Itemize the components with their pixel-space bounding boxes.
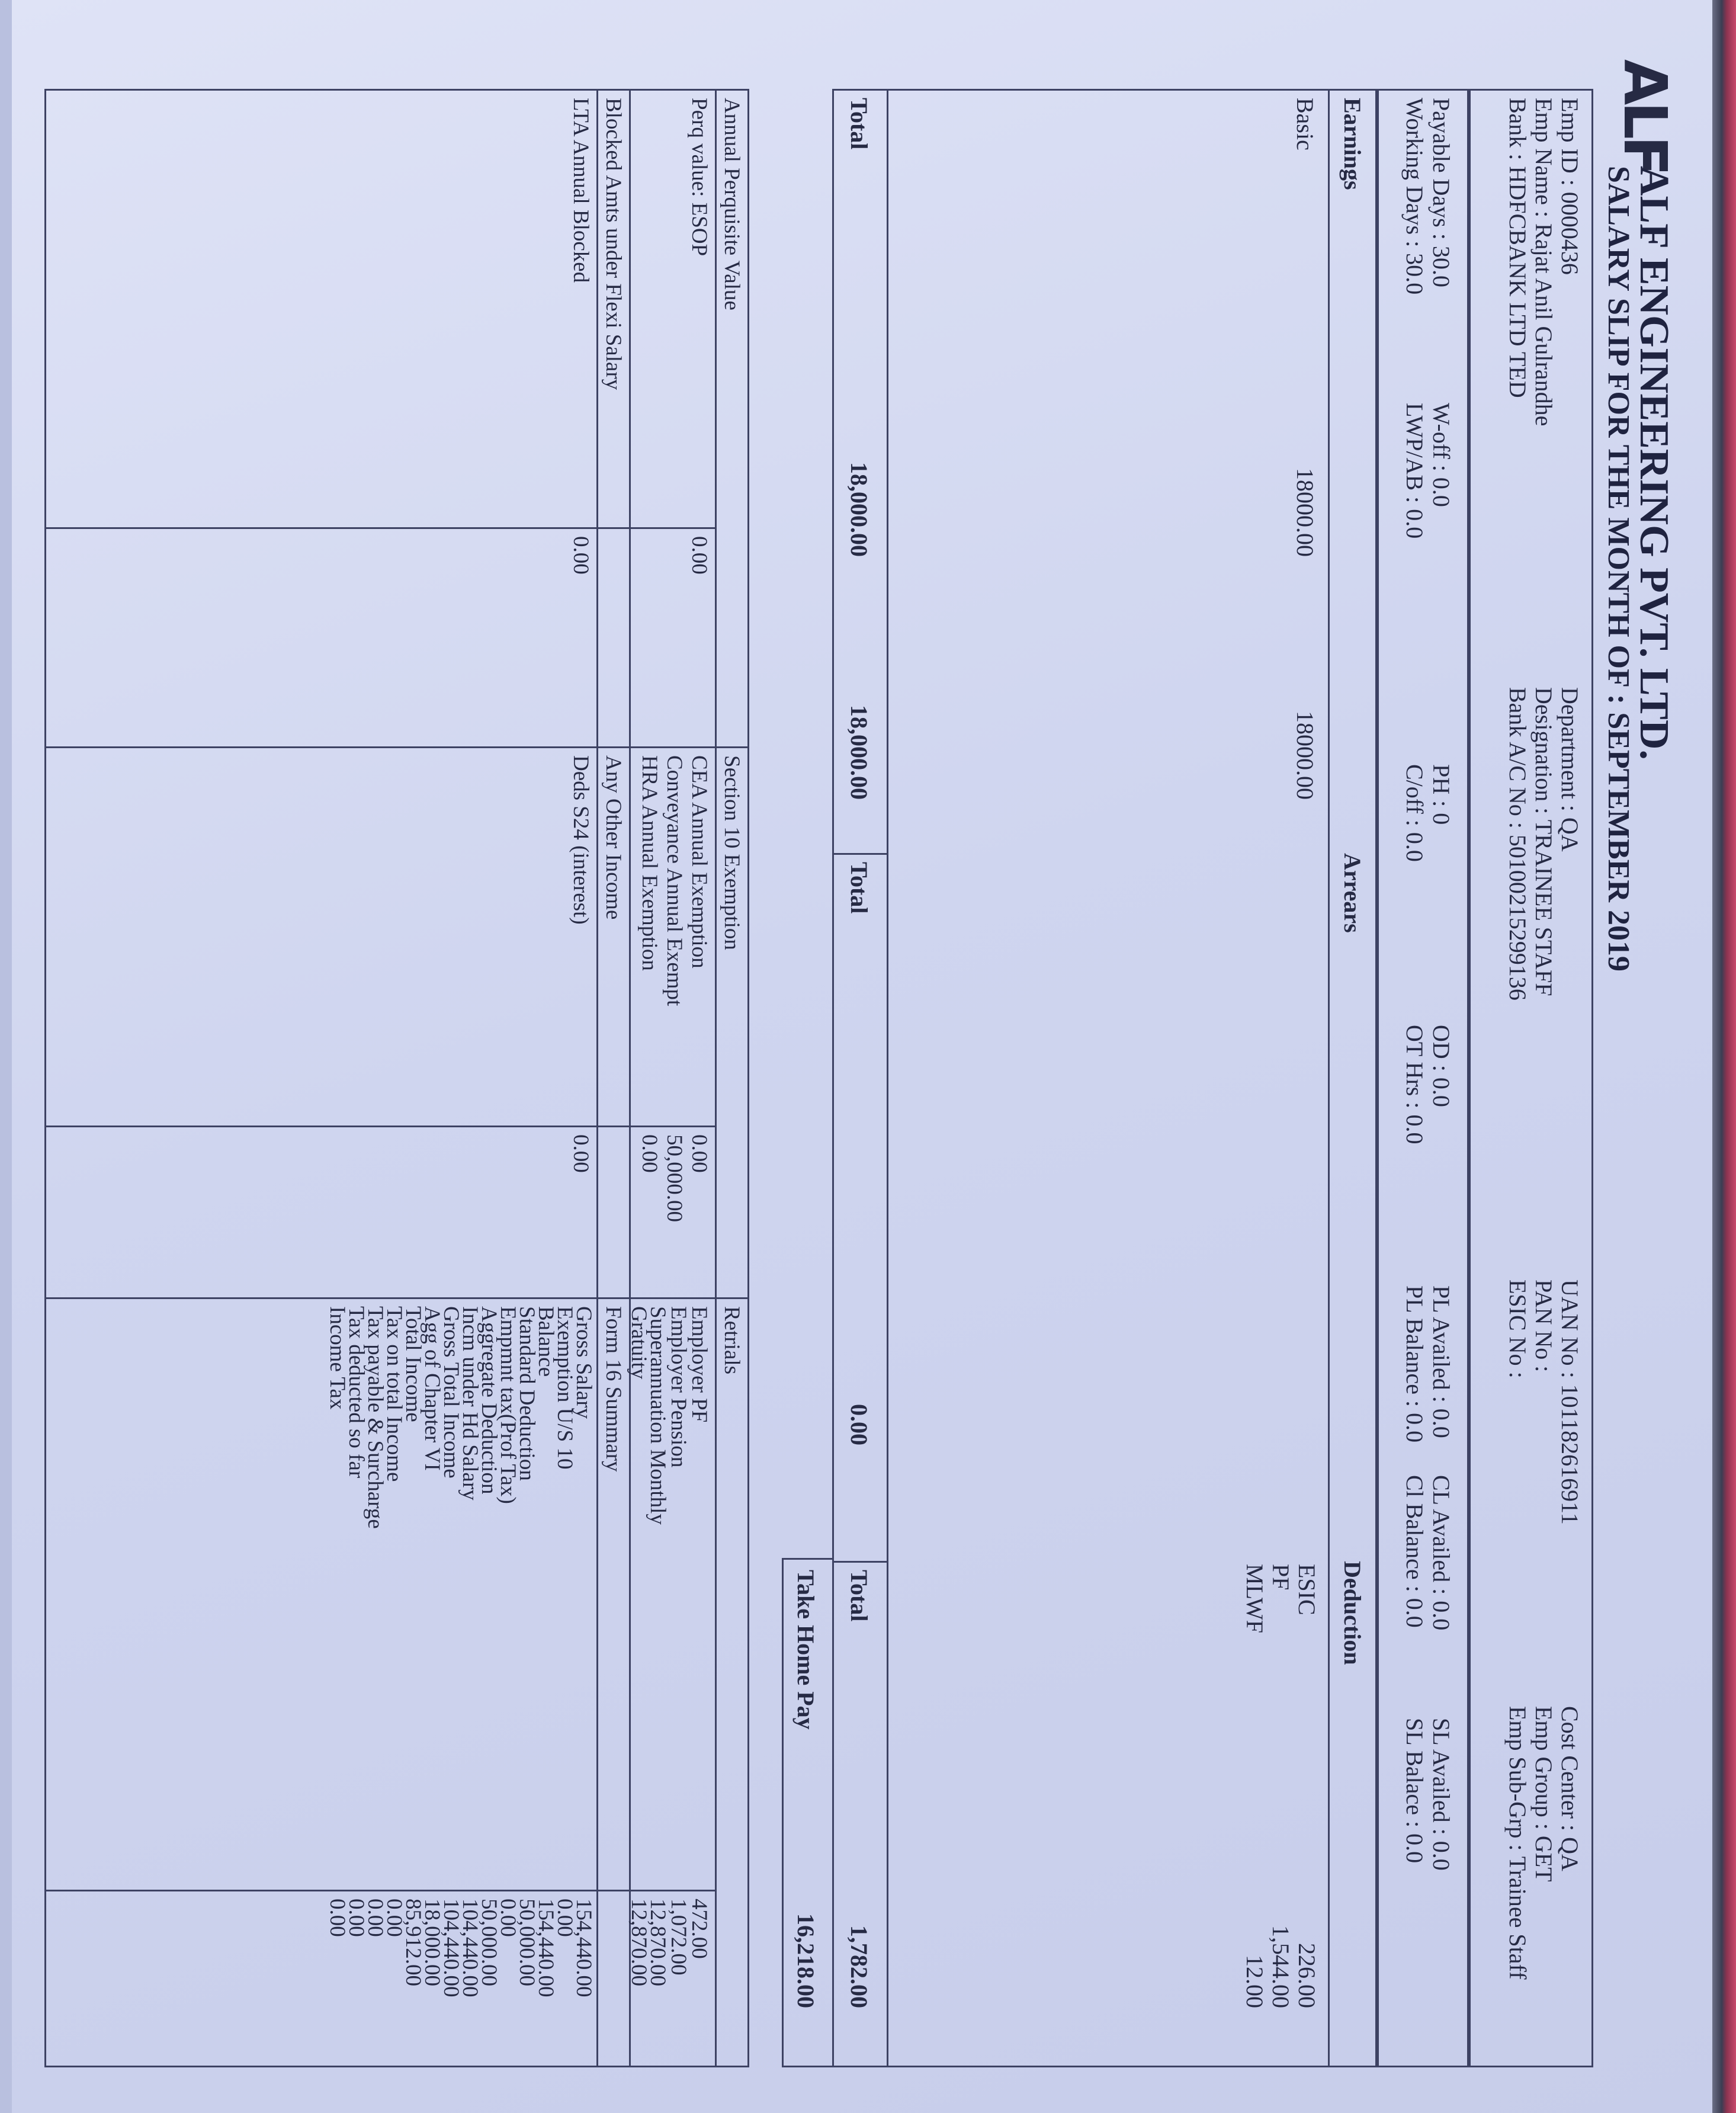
tax-mid-rule	[629, 89, 631, 2067]
f16-aggregate-deduction-label: Aggregate Deduction	[477, 1306, 501, 1495]
employer-pension-label: Employer Pension	[666, 1306, 691, 1468]
bank-account: Bank A/C No : 50100215299136	[1504, 687, 1531, 1001]
department: Department : QA	[1557, 687, 1583, 852]
f16-gross-salary-label: Gross Salary	[572, 1306, 596, 1419]
earnings-header: Earnings	[1339, 98, 1366, 190]
earnings-col-divider-1	[832, 853, 888, 855]
f16-aggregate-deduction-value: 50,000.00	[477, 1899, 501, 1986]
f16-tax-payable-value: 0.00	[363, 1899, 387, 1937]
f16-exemption-value: 0.00	[553, 1899, 577, 1937]
uan-number: UAN No : 101182616911	[1557, 1280, 1583, 1525]
conveyance-exemption-value: 50,000.00	[662, 1134, 686, 1222]
company-logo: ALF	[1610, 59, 1680, 173]
f16-balance-label: Balance	[534, 1306, 558, 1377]
salary-slip	[36, 53, 1682, 2079]
f16-tax-total-income-label: Tax on total Income	[382, 1306, 406, 1482]
f16-income-salary-value: 104,440.00	[458, 1899, 482, 1997]
f16-gross-total-income-label: Gross Total Income	[439, 1306, 463, 1479]
pl-availed: PL Availed : 0.0	[1428, 1285, 1455, 1438]
conveyance-exemption-label: Conveyance Annual Exempt	[662, 755, 686, 1006]
earnings-header-rule	[1328, 89, 1330, 2067]
deduction-pf-value: 1,544.00	[1267, 1925, 1294, 2008]
lta-label: LTA Annual Blocked	[569, 98, 593, 283]
f16-total-income-value: 85,912.00	[401, 1899, 425, 1986]
deds-s24-label: Deds S24 (interest)	[569, 755, 593, 925]
f16-tax-deducted-value: 0.00	[344, 1899, 368, 1937]
pan-number: PAN No :	[1530, 1280, 1557, 1373]
tax-col-divider-5	[44, 1890, 717, 1891]
deds-s24-value: 0.00	[569, 1134, 593, 1173]
f16-balance-value: 154,440.00	[534, 1899, 558, 1997]
emp-group: Emp Group : GET	[1530, 1706, 1557, 1882]
earnings-total-rule	[887, 89, 888, 2067]
hra-exemption-value: 0.00	[637, 1134, 662, 1173]
tax-lower-rule	[596, 89, 598, 2067]
tax-section	[44, 89, 749, 2067]
f16-income-tax-value: 0.00	[325, 1899, 349, 1937]
superannuation-label: Superannuation Monthly	[646, 1306, 670, 1525]
earnings-table	[832, 89, 1377, 2067]
take-home-value: 16,218.00	[792, 1913, 819, 2008]
other-income-label: Any Other Income	[601, 755, 625, 920]
perq-esop-value: 0.00	[687, 536, 711, 575]
f16-income-salary-label: Incm under Hd Salary	[458, 1306, 482, 1500]
earnings-amount-total: 18,000.00	[846, 705, 872, 800]
take-home-label: Take Home Pay	[792, 1570, 819, 1730]
pl-balance: PL Balance : 0.0	[1401, 1285, 1428, 1443]
basic-amount: 18000.00	[1292, 711, 1318, 800]
cl-balance: Cl Balance : 0.0	[1401, 1475, 1428, 1628]
f16-income-tax-label: Income Tax	[325, 1306, 349, 1410]
working-days: Working Days : 30.0	[1401, 98, 1428, 295]
f16-tax-total-income-value: 0.00	[382, 1899, 406, 1937]
tax-col-divider-4	[44, 1126, 717, 1127]
employer-pf-value: 472.00	[687, 1899, 711, 1959]
f16-chapter-vi-value: 18,000.00	[420, 1899, 444, 1986]
blocked-amounts-label: Blocked Amts under Flexi Salary	[601, 98, 625, 390]
deduction-total: 1,782.00	[846, 1925, 872, 2008]
deduction-header: Deduction	[1339, 1561, 1366, 1665]
emp-subgroup: Emp Sub-Grp : Trainee Staff	[1504, 1706, 1531, 1980]
sl-balance: SL Balace : 0.0	[1401, 1718, 1428, 1864]
hra-exemption-label: HRA Annual Exemption	[637, 755, 662, 971]
f16-exemption-label: Exemption U/S 10	[553, 1306, 577, 1470]
deduction-esic-label: ESIC	[1294, 1564, 1320, 1615]
tax-col-divider-3	[44, 527, 717, 529]
arrears-total-label: Total	[846, 862, 872, 914]
cea-exemption-label: CEA Annual Exemption	[687, 755, 711, 969]
comp-off: C/off : 0.0	[1401, 764, 1428, 862]
cost-center: Cost Center : QA	[1557, 1706, 1583, 1871]
deduction-mlwf-value: 12.00	[1241, 1955, 1268, 2008]
table-edge	[1712, 0, 1736, 2113]
f16-tax-payable-label: Tax payable & Surcharge	[363, 1306, 387, 1529]
tax-col-divider-1	[44, 746, 749, 748]
slip-title: SALARY SLIP FOR THE MONTH OF : SEPTEMBER 2019	[1602, 166, 1635, 971]
annual-perquisite-label: Annual Perquisite Value	[720, 98, 744, 310]
f16-total-income-label: Total Income	[401, 1306, 425, 1422]
form16-label: Form 16 Summary	[601, 1306, 625, 1472]
company-name: ALF ENGINEERING PVT. LTD.	[1631, 166, 1677, 760]
section10-label: Section 10 Exemption	[720, 755, 744, 950]
gratuity-value: 12,870.00	[627, 1899, 651, 1986]
lta-value: 0.00	[569, 536, 593, 575]
basic-rate: 18000.00	[1292, 468, 1318, 557]
arrears-total: 0.00	[846, 1404, 872, 1445]
emp-bank: Bank : HDFCBANK LTD TED	[1504, 98, 1531, 398]
tax-col-divider-2	[44, 1297, 749, 1299]
payable-days: Payable Days : 30.0	[1428, 98, 1455, 287]
f16-prof-tax-label: Empmnt tax(Prof Tax)	[496, 1306, 520, 1504]
f16-chapter-vi-label: Agg of Chapter VI	[420, 1306, 444, 1471]
emp-name: Emp Name : Rajat Anil Gulrandhe	[1530, 98, 1557, 427]
f16-prof-tax-value: 0.00	[496, 1899, 520, 1937]
designation: Designation : TRAINEE STAFF	[1530, 687, 1557, 996]
superannuation-value: 12,870.00	[646, 1899, 670, 1986]
f16-tax-deducted-label: Tax deducted so far	[344, 1306, 368, 1479]
perq-esop-label: Perq value: ESOP	[687, 98, 711, 256]
cea-exemption-value: 0.00	[687, 1134, 711, 1173]
basic-label: Basic	[1292, 98, 1318, 150]
public-holidays: PH : 0	[1428, 764, 1455, 825]
f16-standard-deduction-label: Standard Deduction	[515, 1306, 539, 1481]
week-off: W-off : 0.0	[1428, 403, 1455, 507]
gratuity-label: Gratuity	[627, 1306, 651, 1380]
deduction-total-label: Total	[846, 1570, 872, 1622]
employer-pension-value: 1,072.00	[666, 1899, 691, 1976]
tax-header-rule	[715, 89, 717, 2067]
earnings-total-label: Total	[846, 98, 872, 150]
f16-standard-deduction-value: 50,000.00	[515, 1899, 539, 1986]
emp-id: Emp ID : 0000436	[1557, 98, 1583, 275]
on-duty: OD : 0.0	[1428, 1025, 1455, 1107]
cl-availed: CL Availed : 0.0	[1428, 1475, 1455, 1631]
deduction-esic-value: 226.00	[1294, 1943, 1320, 2008]
sl-availed: SL Availed : 0.0	[1428, 1718, 1455, 1871]
f16-gross-total-income-value: 104,440.00	[439, 1899, 463, 1997]
employer-pf-label: Employer PF	[687, 1306, 711, 1423]
f16-gross-salary-value: 154,440.00	[572, 1899, 596, 1997]
earnings-col-divider-2	[832, 1561, 888, 1563]
lwp-ab: LWP/AB : 0.0	[1401, 403, 1428, 539]
esic-number: ESIC No :	[1504, 1280, 1531, 1378]
arrears-header: Arrears	[1339, 853, 1366, 933]
deduction-pf-label: PF	[1267, 1564, 1294, 1591]
deduction-mlwf-label: MLWF	[1241, 1564, 1268, 1634]
ot-hours: OT Hrs : 0.0	[1401, 1025, 1428, 1144]
earnings-rate-total: 18,000.00	[846, 462, 872, 557]
retrials-label: Retrials	[720, 1306, 744, 1375]
